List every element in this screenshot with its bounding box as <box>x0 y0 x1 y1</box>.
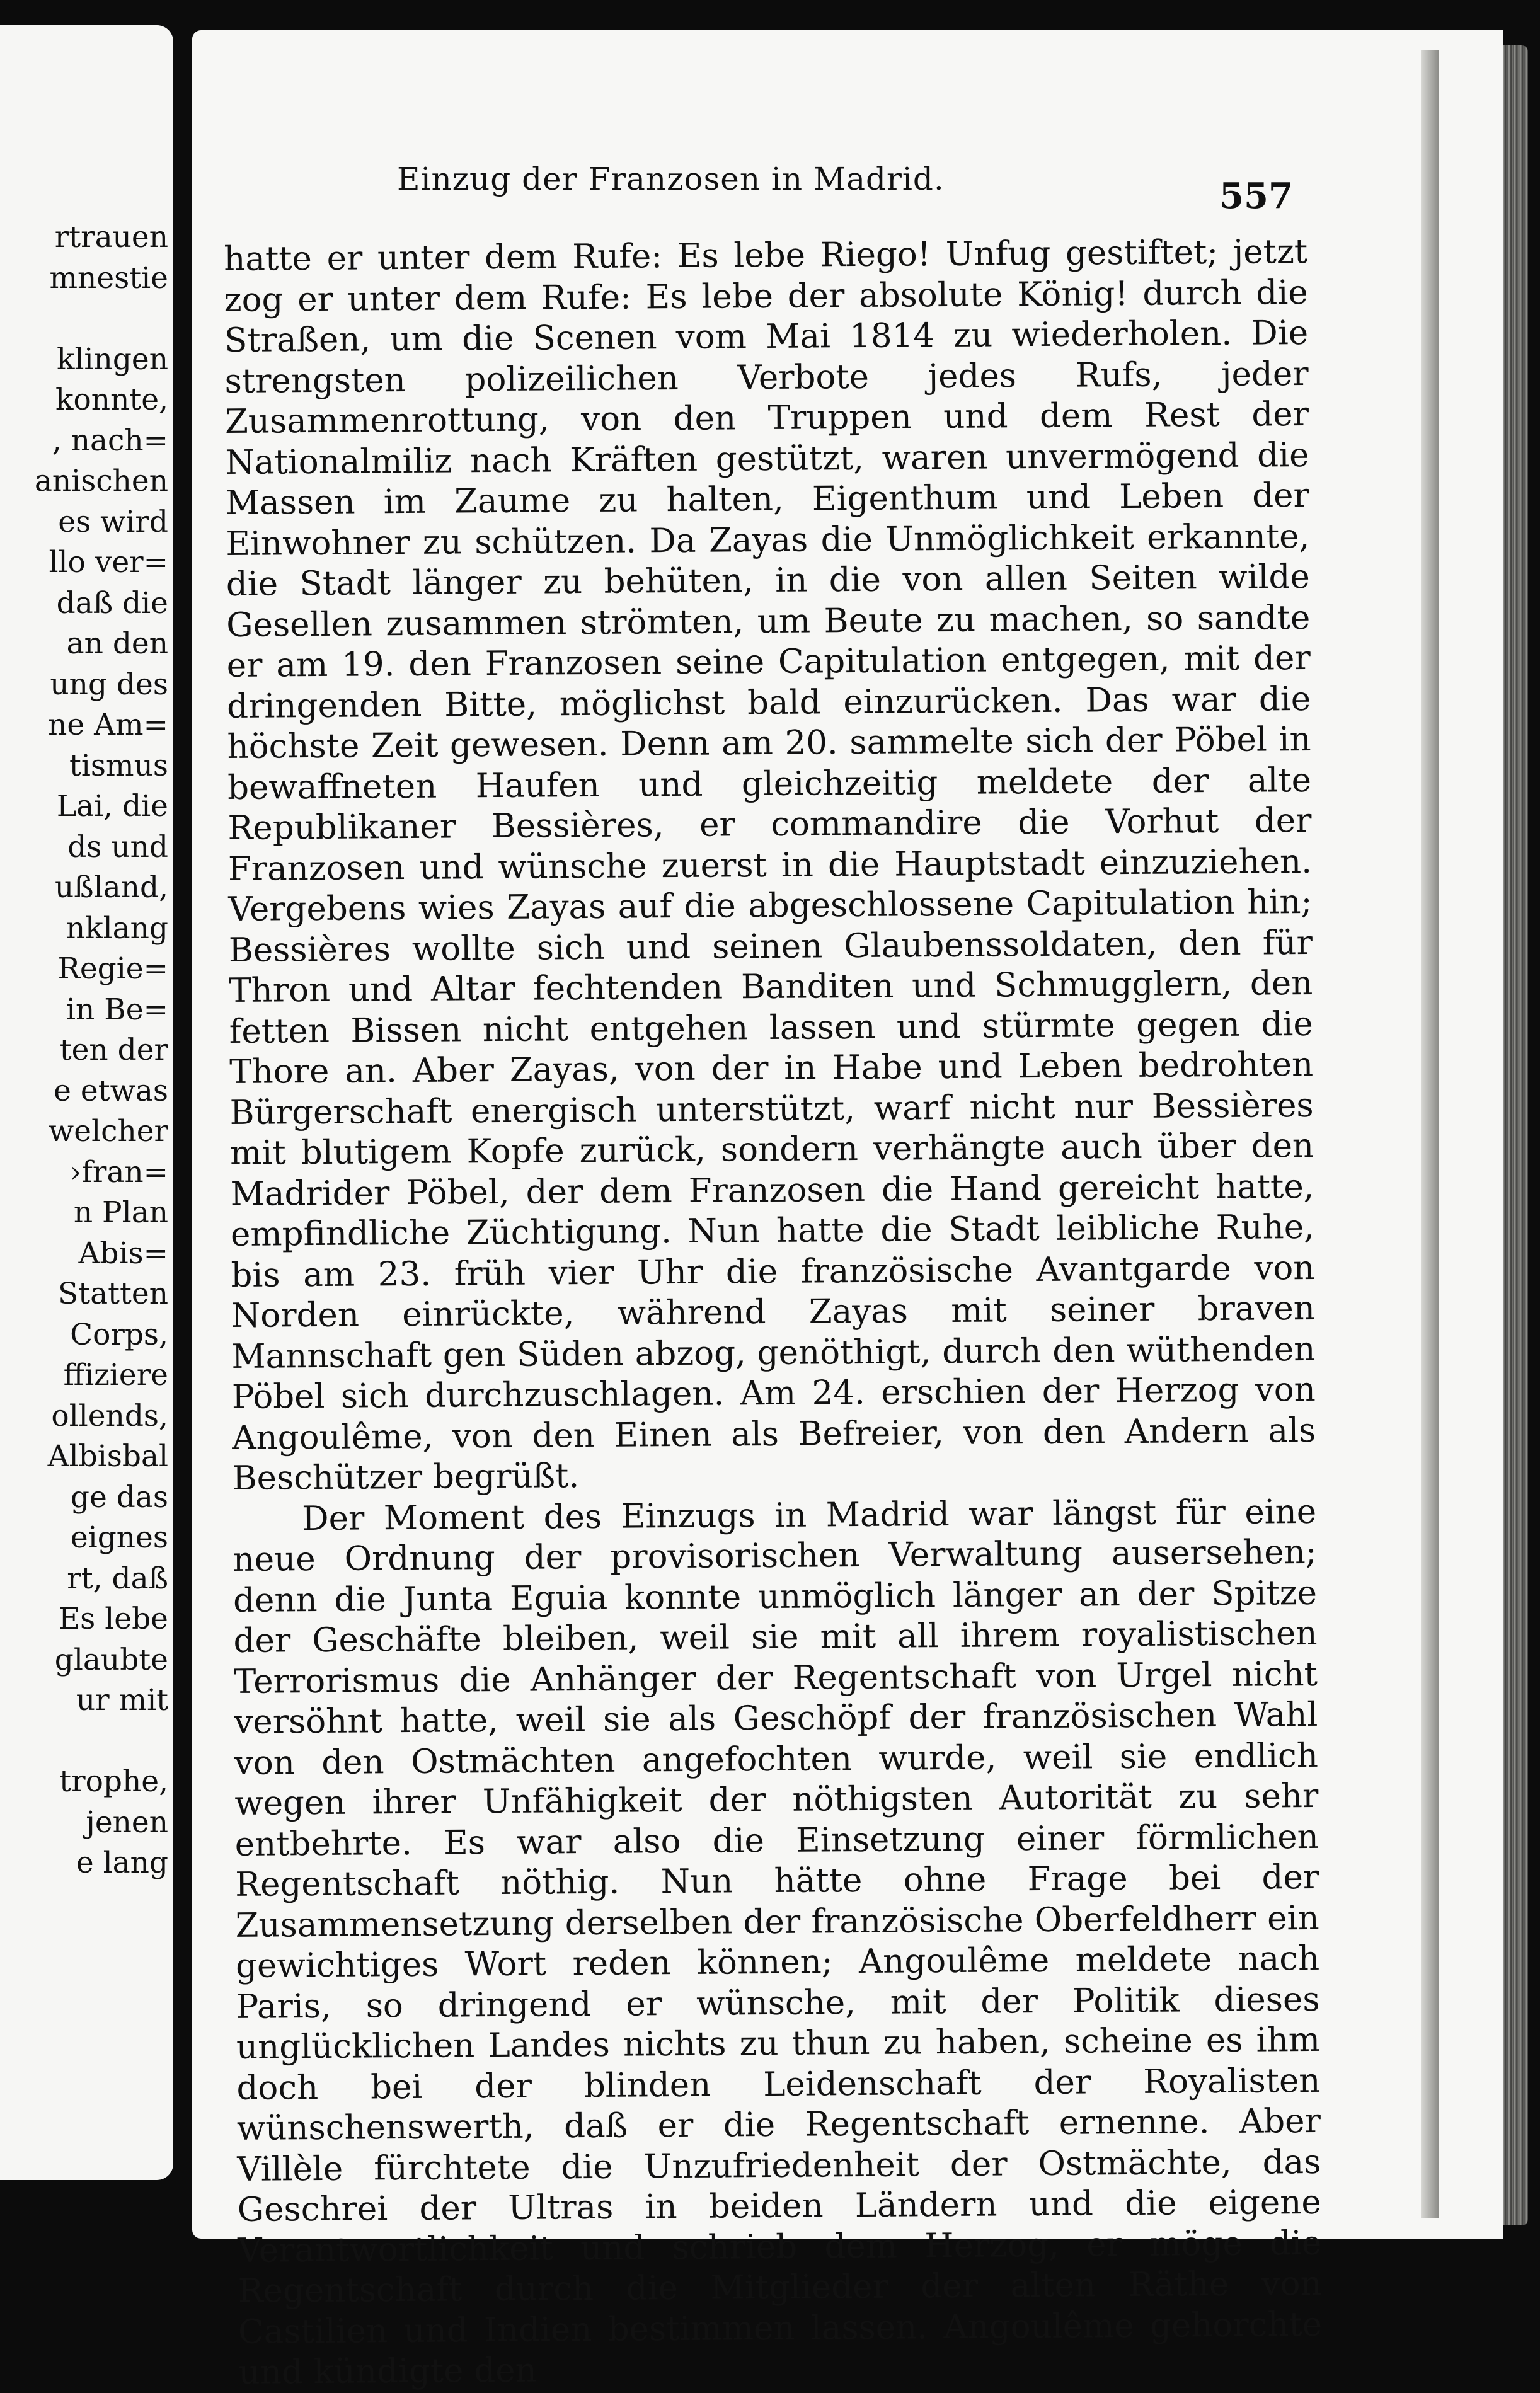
left-page-text-fragment <box>35 217 168 1884</box>
left-page-line: Lai, die <box>56 789 168 823</box>
left-page-line: Statten <box>58 1277 168 1311</box>
left-page-line: glaubte <box>54 1642 168 1677</box>
left-page-line: Corps, <box>70 1317 168 1352</box>
left-page-line: rtrauen <box>54 220 168 255</box>
left-page-line: tismus <box>69 748 168 783</box>
left-page-line: ußland, <box>54 870 168 905</box>
left-page-line: llo ver= <box>49 545 168 580</box>
left-page-line: an den <box>66 626 168 661</box>
left-page-line: e etwas <box>54 1073 168 1108</box>
left-page-line: anischen <box>34 464 168 498</box>
left-page-line: ung des <box>50 667 168 702</box>
page-gutter-shadow <box>1421 50 1439 2218</box>
left-page-line: , nach= <box>52 423 168 458</box>
left-page-line: in Be= <box>66 992 168 1027</box>
left-page-line: ten der <box>59 1033 168 1067</box>
left-page-line <box>35 299 168 340</box>
left-page-line: rt, daß <box>67 1561 168 1596</box>
running-head: Einzug der Franzosen in Madrid. <box>397 161 945 197</box>
left-page-line: eignes <box>70 1520 168 1555</box>
left-page-line <box>35 1721 168 1762</box>
left-page-line: Es lebe <box>58 1602 168 1636</box>
left-page-line: mnestie <box>49 260 168 296</box>
left-page-line: ›fran= <box>69 1154 168 1190</box>
left-page-line: Abis= <box>78 1236 168 1271</box>
left-page-line: Regie= <box>57 951 168 986</box>
left-page-line: ne Am= <box>48 708 168 742</box>
left-page-line: welcher <box>49 1114 168 1149</box>
page-number: 557 <box>1219 175 1293 217</box>
left-page-line: Albisbal <box>47 1439 168 1474</box>
paragraph: Der Moment des Einzugs in Madrid war längst für eine neue Ordnung der provisorischen Verwaltung ausersehen; denn die Junta Eguia konnte unmöglich länger an der Spitze der Geschäfte bleiben, weil sie mit all ihrem royalistischen Terrorismus die Anhänger der Regentschaft von Urgel nicht versöhnt hatte, weil sie als Geschöpf der französischen Wahl von den Ostmächten angefochten wurde, weil sie endlich wegen ihrer Unfähigkeit der nöthigsten Autorität zu sehr entbehrte. Es war also die Einsetzung einer förmlichen Regentschaft nöthig. Nun hätte ohne Frage bei der Zusammensetzung derselben der französische Oberfeldherr ein gewichtiges Wort reden können; Angoulême meldete nach Paris, so dringend er wünsche, mit der Politik dieses unglücklichen Landes nichts zu thun zu haben, scheine es ihm doch bei der blinden Leidenschaft der Royalisten wünschenswerth, daß er die Regentschaft ernenne. Aber Villèle fürchtete die Unzufriedenheit der Ostmächte, das Geschrei der Ultras in beiden Ländern und die eigene Verantwortlichkeit und schrieb dem Herzog, er möge die Regentschaft durch die Mitglieder der alten Räthe von Castilien und Indien bestimmen lassen. Angoulême gehorchte und kündigte den <box>233 1492 1323 2392</box>
left-page-line: ollends, <box>51 1398 168 1433</box>
left-page-line: klingen <box>57 341 168 377</box>
left-page-line: n Plan <box>73 1195 168 1230</box>
left-page-line: ge das <box>70 1479 168 1515</box>
left-page-line: ur mit <box>76 1683 168 1718</box>
left-page-line: es wird <box>58 504 168 539</box>
left-page-line: e lang <box>76 1845 168 1880</box>
left-page-line: ffiziere <box>63 1358 168 1392</box>
paragraph: hatte er unter dem Rufe: Es lebe Riego! Unfug gestiftet; jetzt zog er unter dem Rufe: Es lebe der absolute König! durch die Straßen, um die Scenen vom Mai 1814 zu wiederholen. Die strengsten polizeilichen Verbote jedes Rufs, jeder Zusammenrottung, von den Truppen und dem Rest der Nationalmiliz nach Kräften gestützt, waren unvermögend die Massen im Zaume zu halten, Eigenthum und Leben der Einwohner zu schützen. Da Zayas die Unmöglichkeit erkannte, die Stadt länger zu behüten, in die von allen Seiten wilde Gesellen zusammen strömten, um Beute zu machen, so sandte er am 19. den Franzosen seine Capitulation entgegen, mit der dringenden Bitte, möglichst bald einzurücken. Das war die höchste Zeit gewesen. Denn am 20. sammelte sich der Pöbel in bewaffneten Haufen und gleichzeitig meldete der alte Republikaner Bessières, er commandire die Vorhut der Franzosen und wünsche zuerst in die Hauptstadt einzuziehen. Vergebens wies Zayas auf die abgeschlossene Capitulation hin; Bessières wollte sich und seinen Glaubenssoldaten, den für Thron und Altar fechtenden Banditen und Schmugglern, den fetten Bissen nicht entgehen lassen und stürmte gegen die Thore an. Aber Zayas, von der in Habe und Leben bedrohten Bürgerschaft energisch unterstützt, warf nicht nur Bessières mit blutigem Kopfe zurück, sondern verhängte auch über den Madrider Pöbel, der dem Franzosen die Hand gereicht hatte, empfindliche Züchtigung. Nun hatte die Stadt leibliche Ruhe, bis am 23. früh vier Uhr die französische Avantgarde von Norden einrückte, während Zayas mit seiner braven Mannschaft gen Süden abzog, genöthigt, durch den wüthenden Pöbel sich durchzuschlagen. Am 24. erschien der Herzog von Angoulême, von den Einen als Befreier, von den Andern als Beschützer begrüßt. <box>224 232 1316 1498</box>
left-page-line: trophe, <box>59 1764 168 1799</box>
left-page-line: konnte, <box>55 382 168 417</box>
body-text <box>224 232 1323 2393</box>
left-page-line: nklang <box>66 910 168 946</box>
left-page-line: ds und <box>67 829 168 864</box>
left-page-line: daß die <box>56 585 168 621</box>
left-page-line: jenen <box>86 1805 168 1840</box>
left-facing-page <box>0 25 173 2180</box>
